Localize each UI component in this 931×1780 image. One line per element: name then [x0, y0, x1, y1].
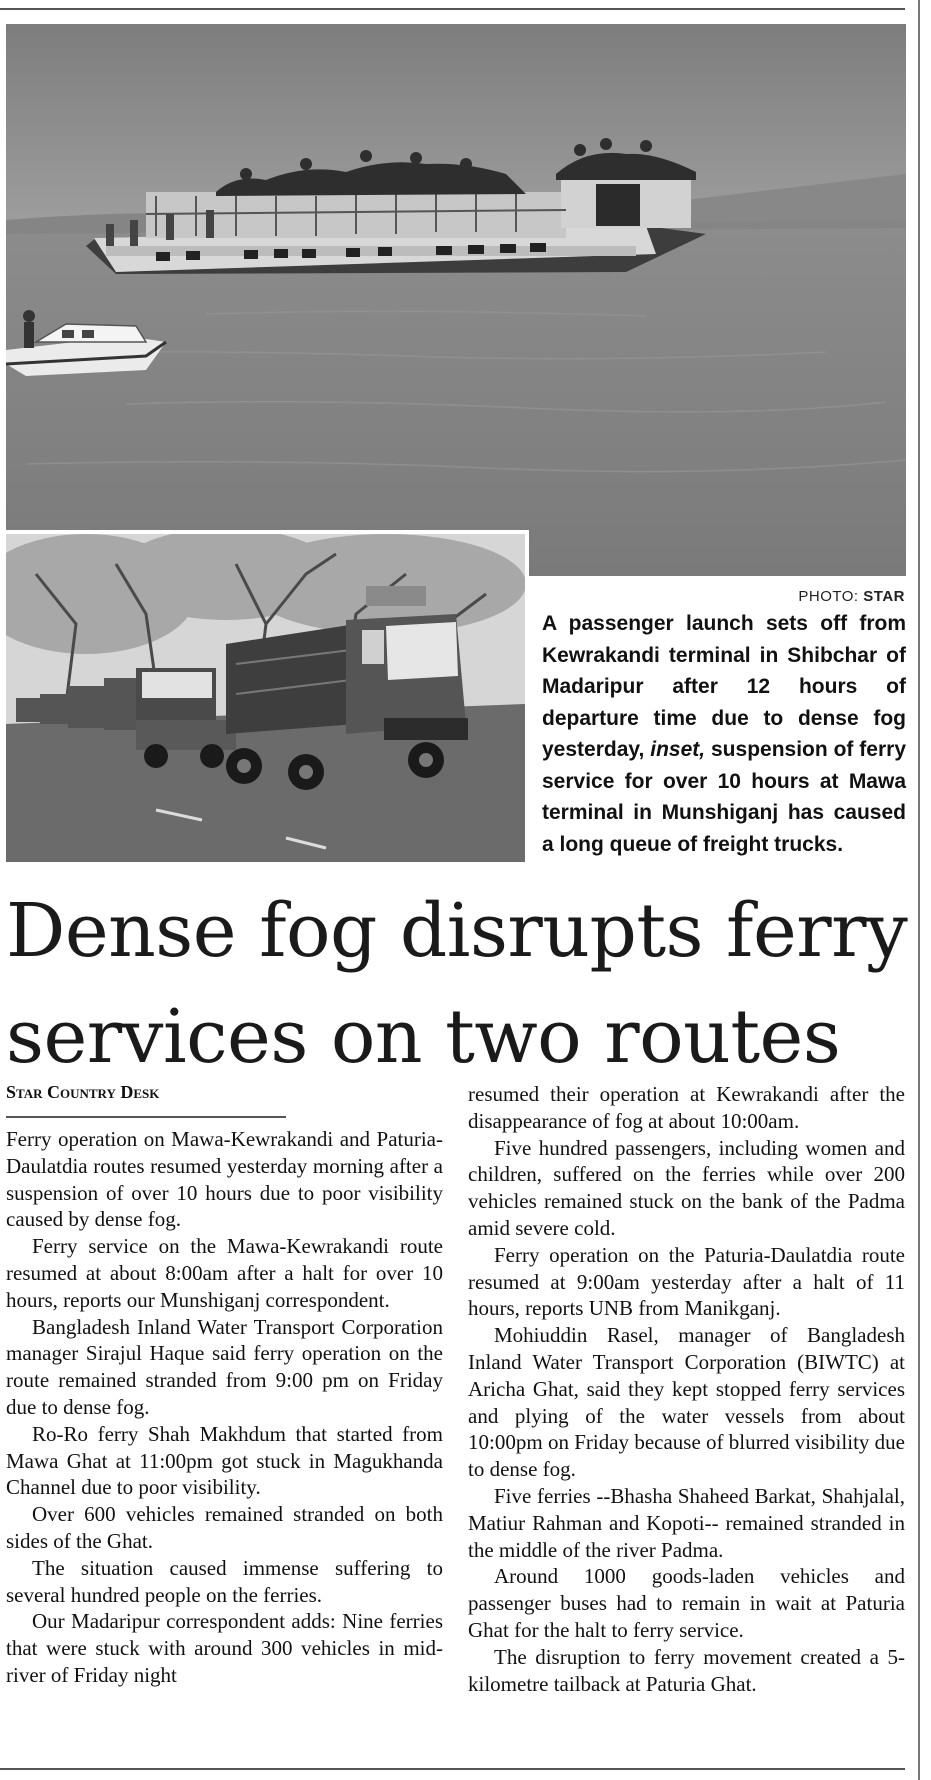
caption-text-part1: A passenger launch sets off from Kewrakandi terminal in Shibchar of Madaripur after 12 hours of departure time due to dense fog yesterday, — [542, 612, 906, 761]
article-column-1 — [6, 1126, 443, 1689]
article-paragraph: The situation caused immense suffering to several hundred people on the ferries. — [6, 1555, 443, 1607]
article-column-2 — [468, 1081, 905, 1697]
photo-credit-source: STAR — [863, 588, 905, 605]
article-paragraph: Bangladesh Inland Water Transport Corporation manager Sirajul Haque said ferry operation on the route remained stranded from 9:00 pm on Friday due to dense fog. — [6, 1314, 443, 1419]
page-edge-rule — [918, 0, 920, 1780]
photo-credit-prefix: PHOTO: — [798, 588, 864, 605]
article-paragraph: Ferry operation on Mawa-Kewrakandi and Paturia-Daulatdia routes resumed yesterday morning after a suspension of over 10 hours due to poor visibility caused by dense fog. — [6, 1127, 443, 1232]
article-paragraph: Our Madaripur correspondent adds: Nine ferries that were stuck with around 300 vehicles in mid-river of Friday night — [6, 1609, 443, 1687]
article-paragraph: Ferry operation on the Paturia-Daulatdia route resumed at 9:00am yesterday after a halt of 11 hours, reports UNB from Manikganj. — [468, 1242, 905, 1321]
headline — [6, 878, 911, 1090]
article-paragraph: Around 1000 goods-laden vehicles and passenger buses had to remain in wait at Paturia Ghat for the halt to ferry service. — [468, 1564, 905, 1642]
top-rule — [0, 8, 905, 10]
article-paragraph: Ro-Ro ferry Shah Makhdum that started from Mawa Ghat at 11:00pm got stuck in Magukhanda Channel due to poor visibility. — [6, 1421, 443, 1500]
article-paragraph: Over 600 vehicles remained stranded on both sides of the Ghat. — [6, 1502, 443, 1553]
article-paragraph: Mohiuddin Rasel, manager of Bangladesh Inland Water Transport Corporation (BIWTC) at Aricha Ghat, said they kept stopped ferry services and plying of the water vessels from about 10:00pm on Friday because of blurred visibility due to dense fog. — [468, 1323, 905, 1482]
byline-rule — [6, 1116, 286, 1118]
article-paragraph: resumed their operation at Kewrakandi after the disappearance of fog at about 10:00am. — [468, 1082, 905, 1133]
article-paragraph: Ferry service on the Mawa-Kewrakandi route resumed at about 8:00am after a halt for over 10 hours, reports our Munshiganj correspondent. — [6, 1234, 443, 1312]
launch-photo — [6, 24, 906, 576]
launch-photo-image — [6, 24, 906, 576]
photo-caption — [542, 608, 906, 860]
trucks-inset-photo — [6, 530, 529, 862]
article-paragraph: Five ferries --Bhasha Shaheed Barkat, Shahjalal, Matiur Rahman and Kopoti-- remained stranded in the middle of the river Padma. — [468, 1483, 905, 1562]
trucks-inset-image — [6, 534, 525, 862]
caption-text-part2: suspension of ferry service for over 10 hours at Mawa terminal in Munshiganj has caused a long queue of freight trucks. — [542, 738, 906, 856]
article-paragraph: Five hundred passengers, including women and children, suffered on the ferries while over 200 vehicles remained stuck on the bank of the Padma amid severe cold. — [468, 1135, 905, 1240]
bottom-rule — [0, 1768, 905, 1770]
photo-credit — [540, 588, 905, 605]
headline-line2: services on two routes — [6, 994, 841, 1080]
headline-line1: Dense fog disrupts ferry — [6, 888, 908, 974]
article-paragraph: The disruption to ferry movement created a 5-kilometre tailback at Paturia Ghat. — [468, 1644, 905, 1696]
byline: Star Country Desk — [6, 1082, 160, 1102]
caption-inset-word: inset, — [650, 738, 706, 761]
